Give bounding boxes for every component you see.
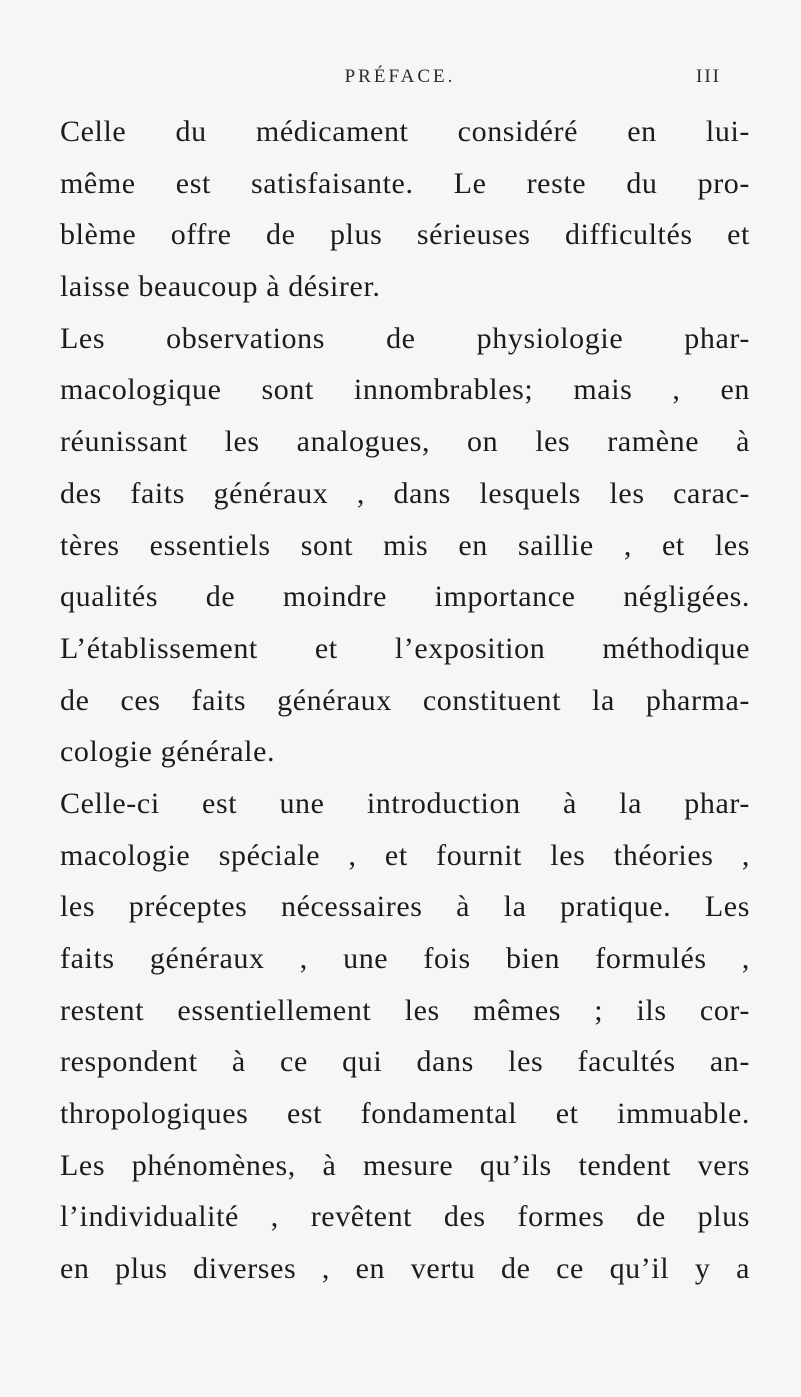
text-line: thropologiques est fondamental et immuable.: [60, 1097, 750, 1131]
text-line: même est satisfaisante. Le reste du pro-: [60, 166, 750, 200]
text-line: de ces faits généraux constituent la pharma-: [60, 683, 750, 717]
text-line: macologique sont innombrables; mais , en: [60, 373, 750, 407]
text-line: faits généraux , une fois bien formulés ,: [60, 942, 750, 975]
running-title: PRÉFACE.: [344, 66, 456, 87]
text-line: en plus diverses , en vertu de ce qu’il y a: [60, 1252, 750, 1286]
text-line: qualités de moindre importance négligées.: [60, 580, 750, 614]
running-header: [0, 60, 801, 90]
text-line: Les phénomènes, à mesure qu’ils tendent vers: [60, 1148, 750, 1182]
text-line: respondent à ce qui dans les facultés an-: [60, 1045, 750, 1079]
text-line: les préceptes nécessaires à la pratique. Les: [60, 890, 750, 924]
text-line: cologie générale.: [60, 735, 276, 769]
text-line: Celle du médicament considéré en lui-: [60, 115, 750, 148]
text-line: blème offre de plus sérieuses difficultés et: [60, 218, 750, 252]
text-line: L’établissement et l’exposition méthodique: [60, 631, 750, 665]
text-line: réunissant les analogues, on les ramène à: [60, 425, 750, 459]
text-line: Les observations de physiologie phar-: [60, 321, 750, 355]
body-text: [60, 106, 750, 1295]
text-line: laisse beaucoup à désirer.: [60, 270, 381, 304]
text-line: macologie spéciale , et fournit les théories ,: [60, 838, 750, 872]
text-line: tères essentiels sont mis en saillie , et les: [60, 528, 750, 562]
text-line: l’individualité , revêtent des formes de plus: [60, 1200, 750, 1234]
page-number: III: [696, 66, 721, 87]
text-line: des faits généraux , dans lesquels les carac-: [60, 476, 750, 510]
text-line: restent essentiellement les mêmes ; ils cor-: [60, 993, 750, 1027]
text-line: Celle-ci est une introduction à la phar-: [60, 786, 750, 820]
